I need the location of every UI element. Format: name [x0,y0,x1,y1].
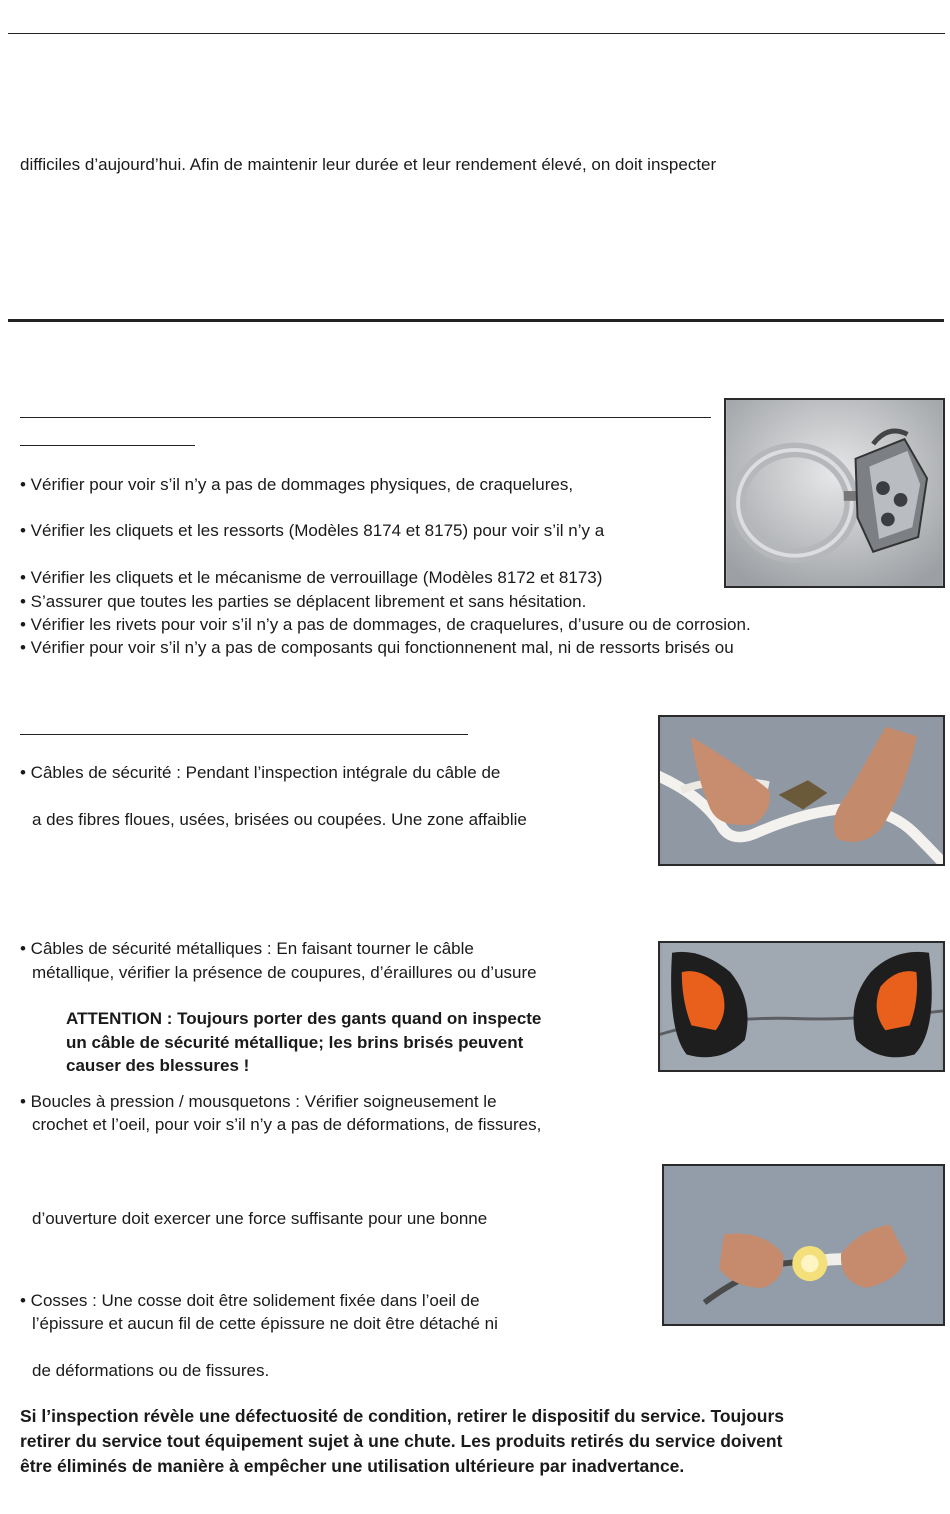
conclusion-line: Si l’inspection révèle une défectuosité de condition, retirer le dispositif du service. Toujours [20,1406,785,1426]
conclusion-line: être éliminés de manière à empêcher une utilisation ultérieure par inadvertance. [20,1456,685,1476]
snaphook-inspection-photo [662,1164,945,1326]
snaphook-icon [664,1166,943,1324]
device-icon [726,400,943,586]
self-retracting-device-photo [724,398,945,588]
section-divider [8,319,944,322]
list-item-continued: de déformations ou de fissures. [32,1361,270,1380]
list-item: • Vérifier les cliquets et le mécanisme de verrouillage (Modèles 8172 et 8173) [20,568,603,587]
section2-heading-underline [20,734,468,735]
list-item: • S’assurer que toutes les parties se déplacent librement et sans hésitation. [20,592,587,611]
warning-line: un câble de sécurité métallique; les brins brisés peuvent [66,1033,524,1052]
list-item: • Vérifier pour voir s’il n’y a pas de dommages physiques, de craquelures, [20,475,574,494]
list-item-continued: l’épissure et aucun fil de cette épissure ne doit être détaché ni [32,1314,498,1333]
gloved-wire-inspection-photo [658,941,945,1072]
list-item: • Cosses : Une cosse doit être solidement fixée dans l’oeil de [20,1291,480,1310]
list-item-continued: a des fibres floues, usées, brisées ou coupées. Une zone affaiblie [32,810,527,829]
warning-line: causer des blessures ! [66,1056,250,1075]
list-item: • Vérifier les rivets pour voir s’il n’y a pas de dommages, de craquelures, d’usure ou de corrosion. [20,615,751,634]
conclusion-line: retirer du service tout équipement sujet à une chute. Les produits retirés du service doivent [20,1431,783,1451]
list-item: • Câbles de sécurité : Pendant l’inspection intégrale du câble de [20,763,501,782]
list-item-continued: d’ouverture doit exercer une force suffisante pour une bonne [32,1209,488,1228]
wire-icon [660,943,943,1070]
list-item-continued: crochet et l’oeil, pour voir s’il n’y a pas de déformations, de fissures, [32,1115,542,1134]
list-item-continued: métallique, vérifier la présence de coupures, d’éraillures ou d’usure [32,963,537,982]
list-item: • Boucles à pression / mousquetons : Vérifier soigneusement le [20,1092,497,1111]
section1-subheading-underline [20,445,195,446]
rope-icon [660,717,943,864]
list-item: • Câbles de sécurité métalliques : En faisant tourner le câble [20,939,474,958]
section1-heading-underline [20,417,711,418]
list-item: • Vérifier les cliquets et les ressorts (Modèles 8174 et 8175) pour voir s’il n’y a [20,521,605,540]
list-item: • Vérifier pour voir s’il n’y a pas de composants qui fonctionnenent mal, ni de ressorts brisés ou [20,638,734,657]
warning-line: ATTENTION : Toujours porter des gants quand on inspecte [66,1009,542,1028]
intro-text: difficiles d’aujourd’hui. Afin de maintenir leur durée et leur rendement élevé, on doit inspecter [20,155,717,174]
rope-inspection-photo [658,715,945,866]
top-rule [8,33,945,34]
